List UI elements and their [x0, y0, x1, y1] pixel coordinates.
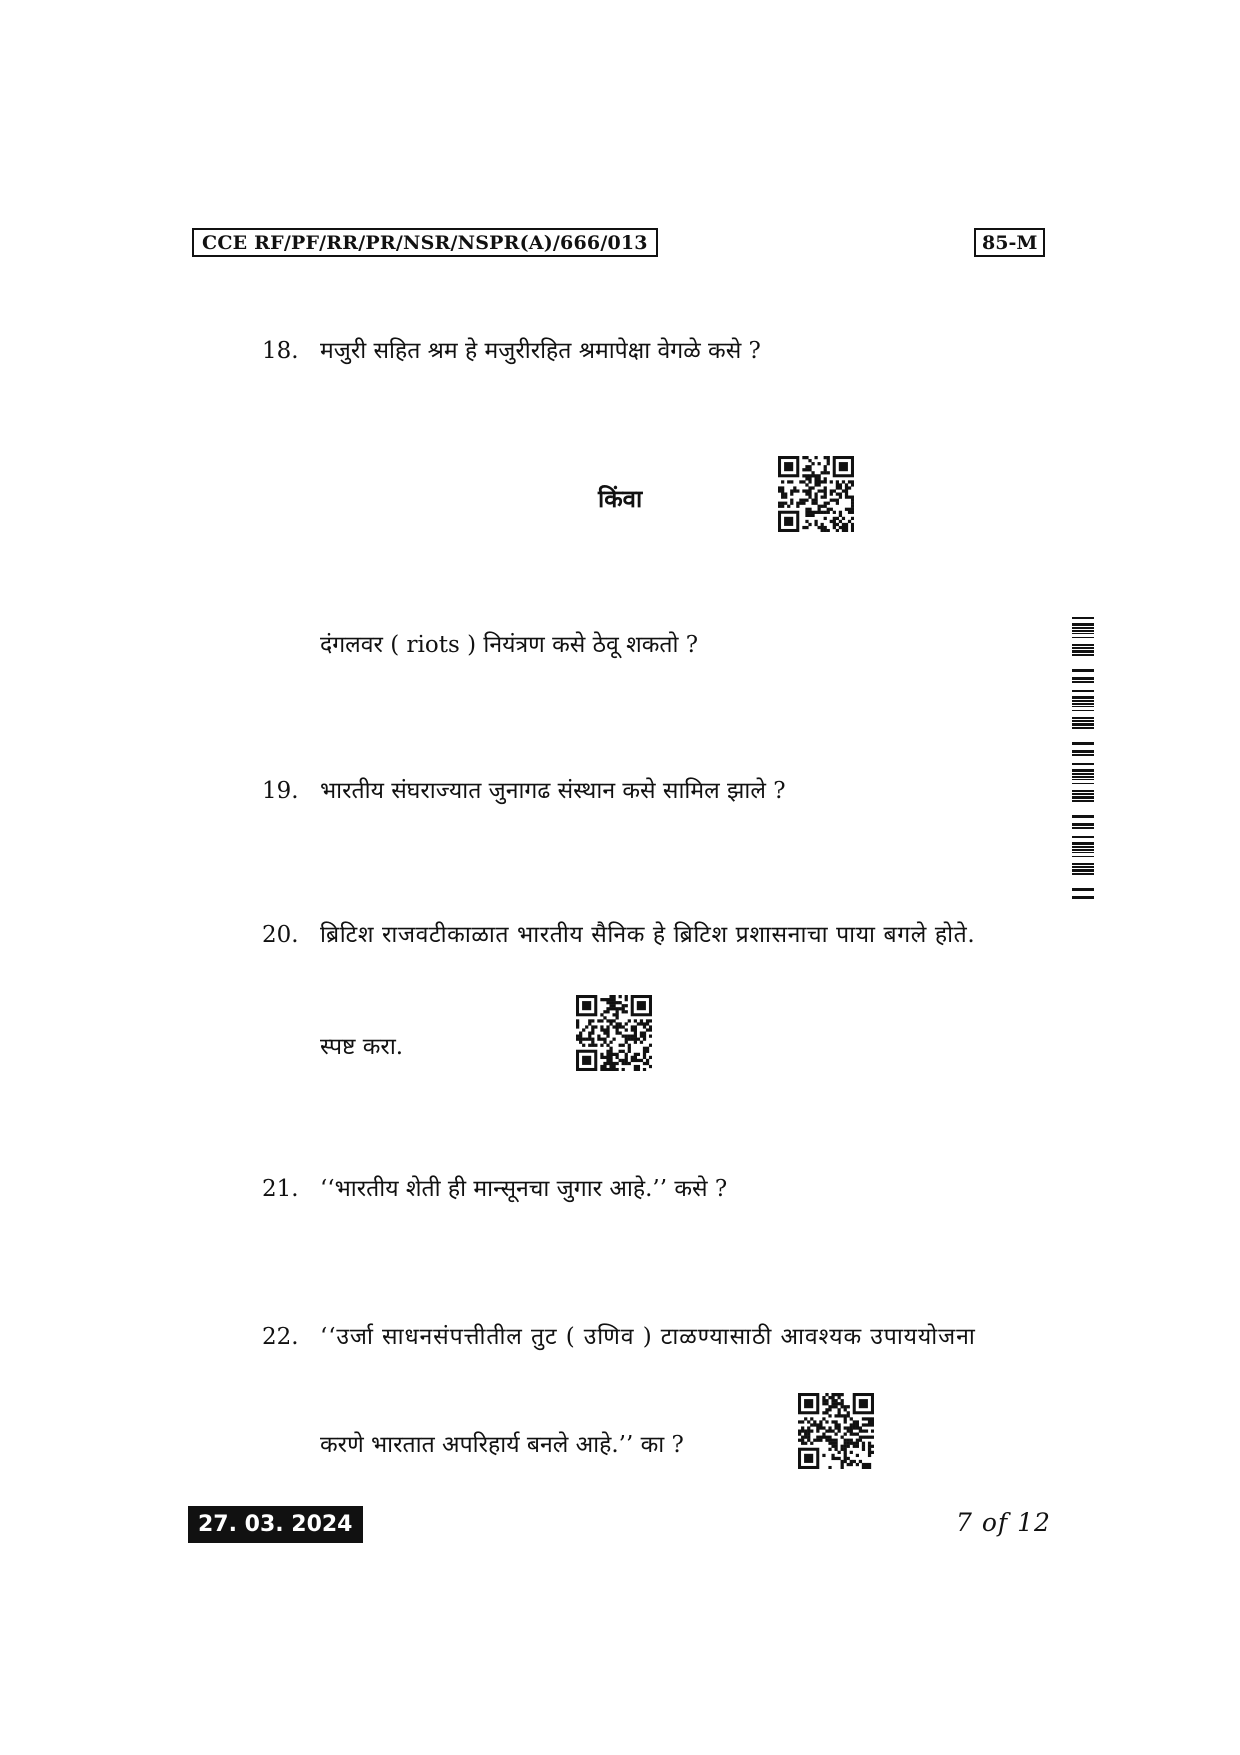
question-text: ब्रिटिश राजवटीकाळात भारतीय सैनिक हे ब्रिटिश प्रशासनाचा पाया बगले होते.	[320, 922, 976, 948]
question-number: 18.	[262, 338, 299, 364]
side-barcode	[1072, 614, 1094, 900]
subject-code-box: 85-M	[974, 228, 1045, 257]
question-text: भारतीय संघराज्यात जुनागढ संस्थान कसे सामिल झाले ?	[320, 778, 786, 804]
exam-code-box: CCE RF/PF/RR/PR/NSR/NSPR(A)/666/013	[192, 228, 658, 257]
or-label: किंवा	[598, 484, 643, 513]
question-text: मजुरी सहित श्रम हे मजुरीरहित श्रमापेक्षा वेगळे कसे ?	[320, 338, 761, 364]
qr-code-1	[778, 456, 854, 532]
question-text: ‘‘उर्जा साधनसंपत्तीतील तुट ( उणिव ) टाळण्यासाठी आवश्यक उपाययोजना	[320, 1324, 976, 1350]
question-text: स्पष्ट करा.	[320, 1034, 404, 1060]
question-number: 20.	[262, 922, 299, 948]
question-number: 22.	[262, 1324, 299, 1350]
qr-code-2	[576, 995, 652, 1071]
exam-date: 27. 03. 2024	[188, 1506, 363, 1543]
question-number: 19.	[262, 778, 299, 804]
qr-code-3	[798, 1393, 874, 1469]
question-number: 21.	[262, 1176, 299, 1202]
question-text: ‘‘भारतीय शेती ही मान्सूनचा जुगार आहे.’’ कसे ?	[320, 1176, 728, 1202]
page-number: 7 of 12	[956, 1508, 1051, 1537]
question-text: दंगलवर ( riots ) नियंत्रण कसे ठेवू शकतो ?	[320, 632, 699, 658]
question-text: करणे भारतात अपरिहार्य बनले आहे.’’ का ?	[320, 1432, 684, 1458]
